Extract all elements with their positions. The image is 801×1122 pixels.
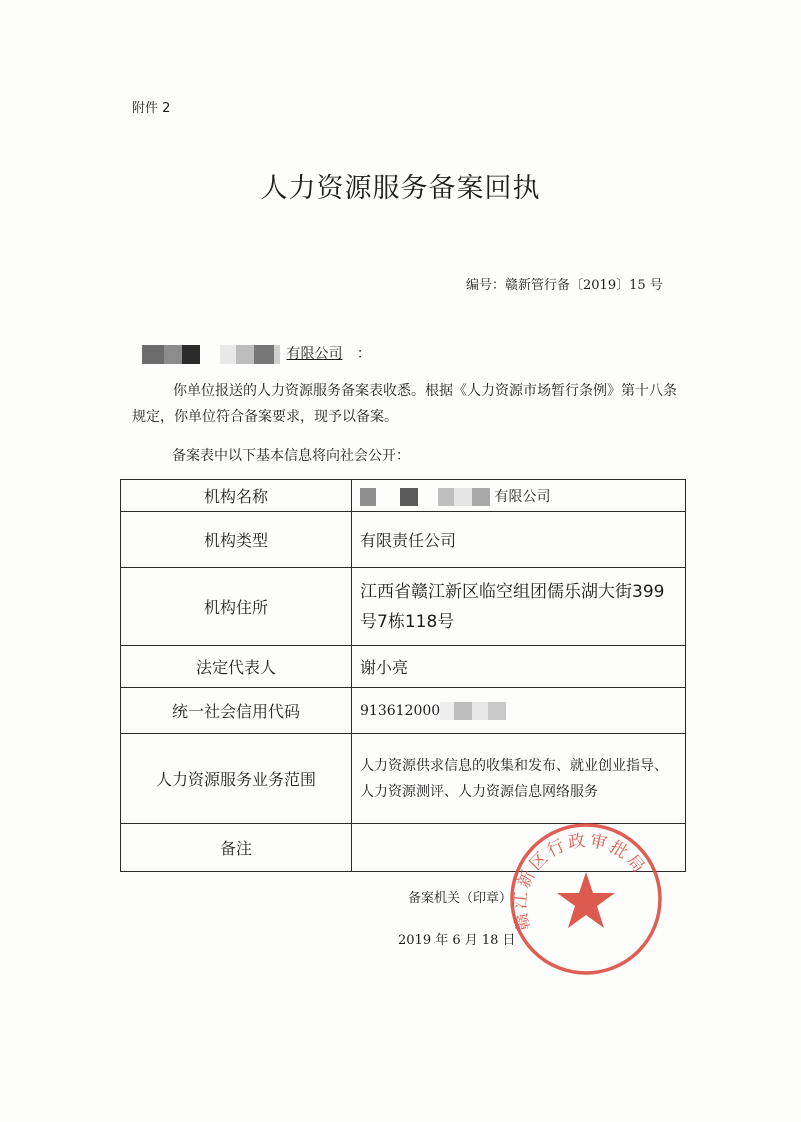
- label-org-address: 机构住所: [121, 568, 352, 646]
- table-row: [121, 512, 686, 568]
- redacted-block: [488, 702, 506, 720]
- redacted-block: [254, 345, 274, 364]
- redacted-block: [418, 488, 438, 506]
- value-business-scope: 人力资源供求信息的收集和发布、就业创业指导、人力资源测评、人力资源信息网络服务: [352, 734, 686, 824]
- redacted-block: [164, 345, 182, 364]
- value-legal-rep: 谢小亮: [352, 646, 686, 688]
- official-seal-icon: [505, 818, 667, 980]
- redacted-block: [440, 702, 454, 720]
- label-org-name: 机构名称: [121, 480, 352, 512]
- table-row: [121, 646, 686, 688]
- redacted-block: [142, 345, 164, 364]
- label-legal-rep: 法定代表人: [121, 646, 352, 688]
- label-business-scope: 人力资源服务业务范围: [121, 734, 352, 824]
- info-table: [120, 479, 686, 872]
- seal-arc-text: 赣江新区行政审批局: [510, 830, 651, 933]
- redacted-block: [438, 488, 454, 506]
- table-row: [121, 734, 686, 824]
- addressee-colon: ：: [356, 346, 371, 362]
- redacted-block: [472, 702, 488, 720]
- redacted-block: [274, 345, 280, 364]
- redacted-block: [454, 702, 472, 720]
- addressee-suffix: 有限公司: [286, 346, 343, 362]
- value-credit-code: [352, 688, 686, 734]
- table-intro: 备案表中以下基本信息将向社会公开：: [172, 448, 410, 464]
- table-row: [121, 568, 686, 646]
- redacted-block: [360, 488, 376, 506]
- label-remarks: 备注: [121, 824, 352, 872]
- label-org-type: 机构类型: [121, 512, 352, 568]
- redacted-block: [454, 488, 472, 506]
- value-org-type: 有限责任公司: [352, 512, 686, 568]
- value-org-address: 江西省赣江新区临空组团儒乐湖大街399号7栋118号: [352, 568, 686, 646]
- redacted-block: [400, 488, 418, 506]
- page-title: 人力资源服务备案回执: [260, 173, 541, 204]
- redacted-block: [236, 345, 254, 364]
- table-row: [121, 480, 686, 512]
- label-credit-code: 统一社会信用代码: [121, 688, 352, 734]
- notice-paragraph: 你单位报送的人力资源服务备案表收悉。根据《人力资源市场暂行条例》第十八条规定，你单位符合备案要求，现予以备案。: [132, 383, 677, 425]
- redacted-block: [182, 345, 200, 364]
- value-org-name: [352, 480, 686, 512]
- filing-authority: 备案机关（印章）: [408, 891, 513, 906]
- redacted-block: [220, 345, 236, 364]
- document-number: 编号：赣新管行备〔2019〕15 号: [466, 278, 663, 293]
- addressee-line: [142, 343, 371, 363]
- attachment-label: 附件 2: [132, 101, 171, 116]
- filing-date: 2019 年 6 月 18 日: [398, 933, 516, 948]
- credit-code-visible: 913612000: [360, 702, 441, 719]
- table-row: [121, 688, 686, 734]
- redacted-block: [200, 345, 220, 364]
- redacted-block: [376, 488, 400, 506]
- redacted-block: [472, 488, 490, 506]
- org-name-suffix: 有限公司: [494, 488, 551, 505]
